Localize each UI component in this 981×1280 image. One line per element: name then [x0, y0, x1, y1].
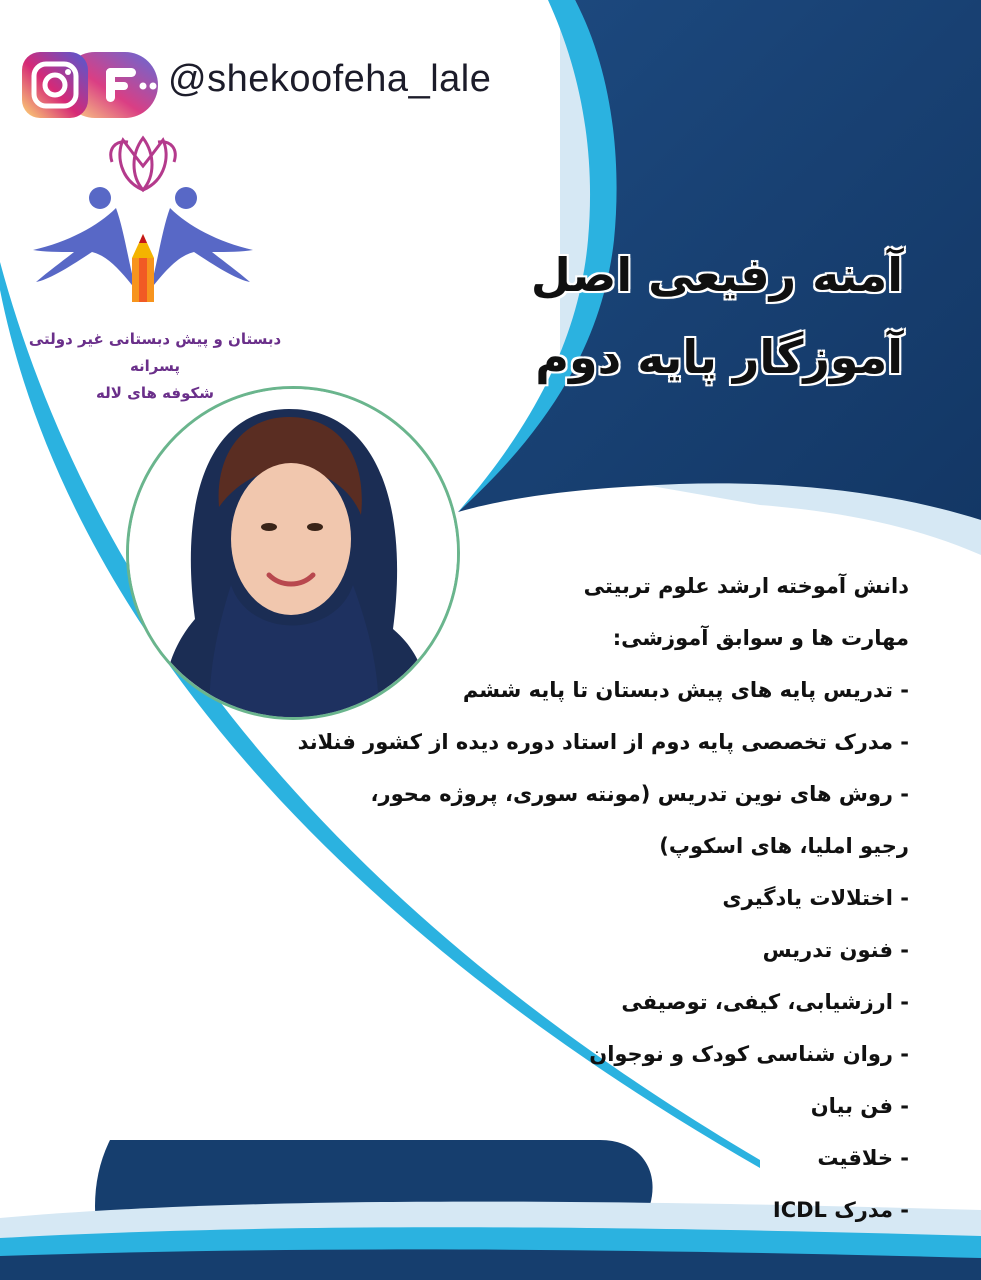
bio-line: - تدریس پایه های پیش دبستان تا پایه ششم — [462, 678, 909, 702]
school-logo — [28, 130, 258, 310]
social-icons-group — [22, 48, 162, 122]
school-name-line2: شکوفه های لاله — [96, 384, 214, 402]
bio-line: - مدرک ICDL — [772, 1198, 909, 1222]
bio-line: - مدرک تخصصی پایه دوم از استاد دوره دیده از کشور فنلاند — [297, 730, 909, 754]
school-name-line1: دبستان و پیش دبستانی غیر دولتی پسرانه — [28, 330, 282, 375]
tulip-icon — [111, 138, 175, 190]
pencil-icon — [132, 234, 154, 302]
bio-line: رجیو املیا، های اسکوپ) — [659, 834, 909, 858]
bio-line: - فن بیان — [810, 1094, 909, 1118]
bio-line: مهارت ها و سوابق آموزشی: — [612, 626, 909, 650]
bio-line: - ارزشیابی، کیفی، توصیفی — [621, 990, 909, 1014]
bio-line: - روش های نوین تدریس (مونته سوری، پروژه محور، — [370, 782, 909, 806]
bio-line: - روان شناسی کودک و نوجوان — [589, 1042, 909, 1066]
bio-line: - فنون تدریس — [762, 938, 909, 962]
bio-line: - اختلالات یادگیری — [722, 886, 909, 910]
instagram-handle[interactable]: @shekoofeha_lale — [168, 58, 492, 100]
teacher-name: آمنه رفیعی اصل — [530, 248, 903, 302]
teacher-role: آموزگار پایه دوم — [535, 330, 903, 384]
bio-line: دانش آموخته ارشد علوم تربیتی — [583, 574, 909, 598]
instagram-icon — [22, 52, 88, 118]
bio-line: - خلاقیت — [817, 1146, 909, 1170]
bio-list — [249, 560, 909, 1236]
